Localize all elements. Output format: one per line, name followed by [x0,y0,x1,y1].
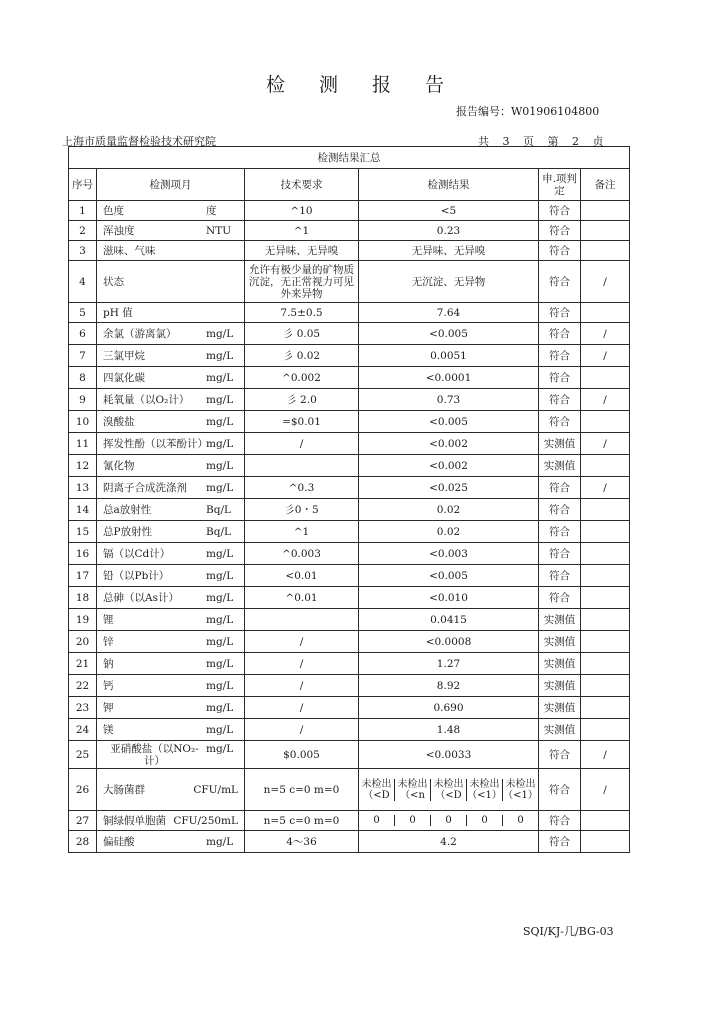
row-number: 21 [69,653,97,675]
table-row [69,345,630,367]
table-row [69,565,630,587]
item-name: pH 值 [103,306,133,319]
note-cell [581,241,630,261]
item-name: 色度 [103,204,124,217]
judgement-cell: 符合 [539,411,581,433]
item-name: 氰化物 [103,459,135,472]
result-cell: 无异味、无异嗅 [359,241,539,261]
sub-result: 0 [359,815,395,826]
header-judgement: 申.项判定 [539,169,581,201]
row-number: 27 [69,811,97,831]
page-info: 共 3 页 第 2 贞 [478,135,604,148]
item-unit: Bq/L [206,503,231,516]
item-name: 锌 [103,635,114,648]
requirement-cell: ^10 [245,201,359,221]
item-cell [97,261,245,303]
table-row [69,411,630,433]
item-unit: mg/L [206,613,234,626]
table-row [69,221,630,241]
note-cell [581,831,630,853]
judgement-cell: 符合 [539,831,581,853]
requirement-cell: 允许有极少量的矿物质沉淀，无正常视力可见外来异物 [245,261,359,303]
judgement-cell: 符合 [539,543,581,565]
row-number: 28 [69,831,97,853]
note-cell [581,221,630,241]
item-unit: mg/L [206,657,234,670]
judgement-cell: 实测值 [539,631,581,653]
item-cell [97,543,245,565]
table-row [69,631,630,653]
item-cell [97,741,245,769]
item-cell [97,719,245,741]
organization-name: 上海市质量监督检验技术研究院 [62,135,216,148]
item-unit: mg/L [206,393,234,406]
report-number: 报告编号：W01906104800 [456,105,600,118]
item-unit: mg/L [206,569,234,582]
item-name: 亚硝酸盐（以NO₂-计） [110,742,199,767]
result-cell: 0.02 [359,499,539,521]
item-cell [97,221,245,241]
header-requirement: 技术要求 [245,169,359,201]
table-row [69,367,630,389]
table-row [69,811,630,831]
item-cell [97,367,245,389]
row-number: 22 [69,675,97,697]
requirement-cell: / [245,697,359,719]
item-name: 三氯甲烷 [103,349,145,362]
row-number: 14 [69,499,97,521]
note-cell: / [581,769,630,811]
item-unit: Bq/L [206,525,231,538]
table-row [69,241,630,261]
item-name: 状态 [103,275,124,288]
item-cell [97,455,245,477]
row-number: 25 [69,741,97,769]
judgement-cell: 实测值 [539,433,581,455]
note-cell [581,609,630,631]
item-name: 大肠菌群 [103,783,145,796]
item-cell [97,433,245,455]
item-cell [97,565,245,587]
note-cell: / [581,389,630,411]
item-unit: mg/L [206,349,234,362]
requirement-cell: ^1 [245,221,359,241]
result-cell: 0.0415 [359,609,539,631]
table-row [69,769,630,811]
requirement-cell: / [245,433,359,455]
judgement-cell: 符合 [539,811,581,831]
requirement-cell: =$0.01 [245,411,359,433]
result-cell: 0.02 [359,521,539,543]
sub-result: 0 [467,815,503,826]
note-cell [581,653,630,675]
requirement-cell: / [245,631,359,653]
table-row [69,303,630,323]
judgement-cell: 符合 [539,367,581,389]
judgement-cell: 符合 [539,477,581,499]
item-name: 溴酸盐 [103,415,135,428]
requirement-cell: $0.005 [245,741,359,769]
judgement-cell: 符合 [539,303,581,323]
result-cell: 0.0051 [359,345,539,367]
requirement-cell: ^0.01 [245,587,359,609]
item-unit: mg/L [206,742,234,755]
judgement-cell: 符合 [539,769,581,811]
item-cell [97,477,245,499]
requirement-cell: / [245,719,359,741]
result-cell [359,811,539,831]
note-cell [581,499,630,521]
result-cell: <0.002 [359,433,539,455]
result-cell: <0.003 [359,543,539,565]
table-row [69,323,630,345]
judgement-cell: 符合 [539,521,581,543]
item-name: 偏硅酸 [103,835,135,848]
requirement-cell: 彡 0.05 [245,323,359,345]
requirement-cell: / [245,653,359,675]
note-cell [581,455,630,477]
item-cell [97,831,245,853]
note-cell [581,675,630,697]
item-unit: mg/L [206,481,234,494]
result-cell: <5 [359,201,539,221]
judgement-cell: 实测值 [539,609,581,631]
table-row [69,389,630,411]
table-row [69,675,630,697]
judgement-cell: 符合 [539,323,581,345]
row-number: 16 [69,543,97,565]
result-cell [359,769,539,811]
item-unit: mg/L [206,327,234,340]
judgement-cell: 符合 [539,389,581,411]
result-cell: <0.0001 [359,367,539,389]
sub-result: 0 [517,815,524,826]
row-number: 5 [69,303,97,323]
row-number: 7 [69,345,97,367]
item-unit [206,276,238,288]
item-unit: CFU/250mL [173,814,238,827]
requirement-cell: 彡0・5 [245,499,359,521]
table-row [69,261,630,303]
item-cell [97,769,245,811]
item-name: 锂 [103,613,114,626]
judgement-cell: 实测值 [539,697,581,719]
requirement-cell: ^0.003 [245,543,359,565]
item-unit: mg/L [206,371,234,384]
requirement-cell: n=5 c=0 m=0 [245,769,359,811]
report-title: 检 测 报 告 [265,74,459,96]
requirement-cell: / [245,675,359,697]
requirement-cell: n=5 c=0 m=0 [245,811,359,831]
item-name: 钙 [103,679,114,692]
note-cell [581,565,630,587]
table-row [69,455,630,477]
item-cell [97,521,245,543]
item-cell [97,609,245,631]
judgement-cell: 实测值 [539,675,581,697]
requirement-cell [245,609,359,631]
result-cell: 0.73 [359,389,539,411]
note-cell: / [581,433,630,455]
item-unit: NTU [206,224,232,237]
judgement-cell: 符合 [539,565,581,587]
note-cell [581,367,630,389]
item-cell [97,697,245,719]
note-cell [581,697,630,719]
result-cell: <0.0008 [359,631,539,653]
note-cell [581,411,630,433]
note-cell [581,587,630,609]
requirement-cell: ^1 [245,521,359,543]
item-name: 铅（以Pb计） [103,569,170,582]
table-row [69,653,630,675]
row-number: 6 [69,323,97,345]
header-no: 序号 [69,169,97,201]
row-number: 10 [69,411,97,433]
result-cell: <0.002 [359,455,539,477]
requirement-cell: <0.01 [245,565,359,587]
item-name: 总砷（以As计） [103,591,179,604]
table-row [69,741,630,769]
result-cell: 1.48 [359,719,539,741]
sub-result: 未检出（<D [359,779,395,801]
item-unit: mg/L [206,459,234,472]
note-cell: / [581,477,630,499]
item-cell [97,587,245,609]
row-number: 18 [69,587,97,609]
sub-result: 0 [431,815,467,826]
row-number: 23 [69,697,97,719]
item-unit: CFU/mL [193,783,238,796]
row-number: 8 [69,367,97,389]
sub-result: 0 [395,815,431,826]
item-name: 滋味、气味 [103,244,156,257]
result-cell: <0.005 [359,323,539,345]
results-table [68,146,630,853]
item-cell [97,811,245,831]
table-row [69,201,630,221]
table-row [69,543,630,565]
item-name: 阴离子合成洗涤剂 [103,481,187,494]
result-cell: 4.2 [359,831,539,853]
requirement-cell: 无异味、无异嗅 [245,241,359,261]
item-cell [97,653,245,675]
item-unit: mg/L [206,835,234,848]
item-name: 浑浊度 [103,224,135,237]
item-cell [97,303,245,323]
requirement-cell: 7.5±0.5 [245,303,359,323]
sub-result: 未检出（<1） [467,778,502,801]
table-row [69,477,630,499]
judgement-cell: 实测值 [539,455,581,477]
item-unit: 度 [206,204,217,217]
table-row [69,433,630,455]
sub-result: 未检出（<1） [503,778,538,801]
requirement-cell: ^0.3 [245,477,359,499]
item-cell [97,345,245,367]
row-number: 4 [69,261,97,303]
item-cell [97,631,245,653]
header-result: 检测结果 [359,169,539,201]
result-cell: <0.005 [359,565,539,587]
judgement-cell: 实测值 [539,719,581,741]
requirement-cell [245,455,359,477]
result-cell: <0.005 [359,411,539,433]
result-cell: 0.690 [359,697,539,719]
item-unit: mg/L [206,437,234,450]
note-cell [581,543,630,565]
row-number: 26 [69,769,97,811]
note-cell [581,811,630,831]
row-number: 13 [69,477,97,499]
item-unit: mg/L [206,723,234,736]
table-row [69,719,630,741]
item-cell [97,499,245,521]
judgement-cell: 符合 [539,587,581,609]
note-cell [581,719,630,741]
note-cell: / [581,345,630,367]
item-cell [97,389,245,411]
item-name: 钠 [103,657,114,670]
note-cell [581,521,630,543]
row-number: 3 [69,241,97,261]
requirement-cell: 彡 0.02 [245,345,359,367]
document-code: SQI/KJ-几/BG-03 [523,925,614,938]
item-name: 余氯（游离氯） [103,327,177,340]
item-cell [97,201,245,221]
row-number: 11 [69,433,97,455]
item-name: 铜绿假单胞菌 [103,814,166,827]
judgement-cell: 符合 [539,741,581,769]
table-row [69,521,630,543]
item-cell [97,675,245,697]
judgement-cell: 实测值 [539,653,581,675]
sub-result: 未检出（<D [431,779,467,801]
item-cell [97,411,245,433]
item-name: 镉（以Cd计） [103,547,171,560]
item-unit: mg/L [206,415,234,428]
result-cell: 8.92 [359,675,539,697]
result-cell: <0.0033 [359,741,539,769]
result-cell: 0.23 [359,221,539,241]
row-number: 1 [69,201,97,221]
note-cell: / [581,323,630,345]
item-unit: mg/L [206,635,234,648]
item-name: 钾 [103,701,114,714]
result-cell: <0.010 [359,587,539,609]
item-cell [97,323,245,345]
item-name: 镁 [103,723,114,736]
item-unit: mg/L [206,701,234,714]
result-cell: 无沉淀、无异物 [359,261,539,303]
judgement-cell: 符合 [539,201,581,221]
requirement-cell: 彡 2.0 [245,389,359,411]
table-row [69,587,630,609]
result-cell: 7.64 [359,303,539,323]
item-name: 四氯化碳 [103,371,145,384]
row-number: 15 [69,521,97,543]
header-item: 检测项月 [97,169,245,201]
requirement-cell: 4～36 [245,831,359,853]
item-unit [206,245,238,257]
requirement-cell: ^0.002 [245,367,359,389]
item-unit: mg/L [206,679,234,692]
judgement-cell: 符合 [539,241,581,261]
row-number: 2 [69,221,97,241]
note-cell: / [581,261,630,303]
item-name: 总P放射性 [103,525,153,538]
row-number: 17 [69,565,97,587]
sub-result: 未检出（<n [395,779,431,801]
item-unit: mg/L [206,547,234,560]
item-unit: mg/L [206,591,234,604]
note-cell [581,201,630,221]
table-row [69,499,630,521]
row-number: 20 [69,631,97,653]
row-number: 24 [69,719,97,741]
item-name: 挥发性酚（以苯酚计） [103,437,208,450]
table-row [69,831,630,853]
result-cell: <0.025 [359,477,539,499]
judgement-cell: 符合 [539,499,581,521]
note-cell: / [581,741,630,769]
result-cell: 1.27 [359,653,539,675]
note-cell [581,303,630,323]
judgement-cell: 符合 [539,345,581,367]
table-row [69,609,630,631]
header-note: 备注 [581,169,630,201]
row-number: 12 [69,455,97,477]
row-number: 19 [69,609,97,631]
note-cell [581,631,630,653]
item-name: 耗氧量（以O₂计） [103,393,190,406]
item-unit [206,307,238,319]
section-title: 检测结果汇总 [69,147,630,169]
judgement-cell: 符合 [539,221,581,241]
item-cell [97,241,245,261]
row-number: 9 [69,389,97,411]
table-row [69,697,630,719]
item-name: 总a放射性 [103,503,152,516]
judgement-cell: 符合 [539,261,581,303]
